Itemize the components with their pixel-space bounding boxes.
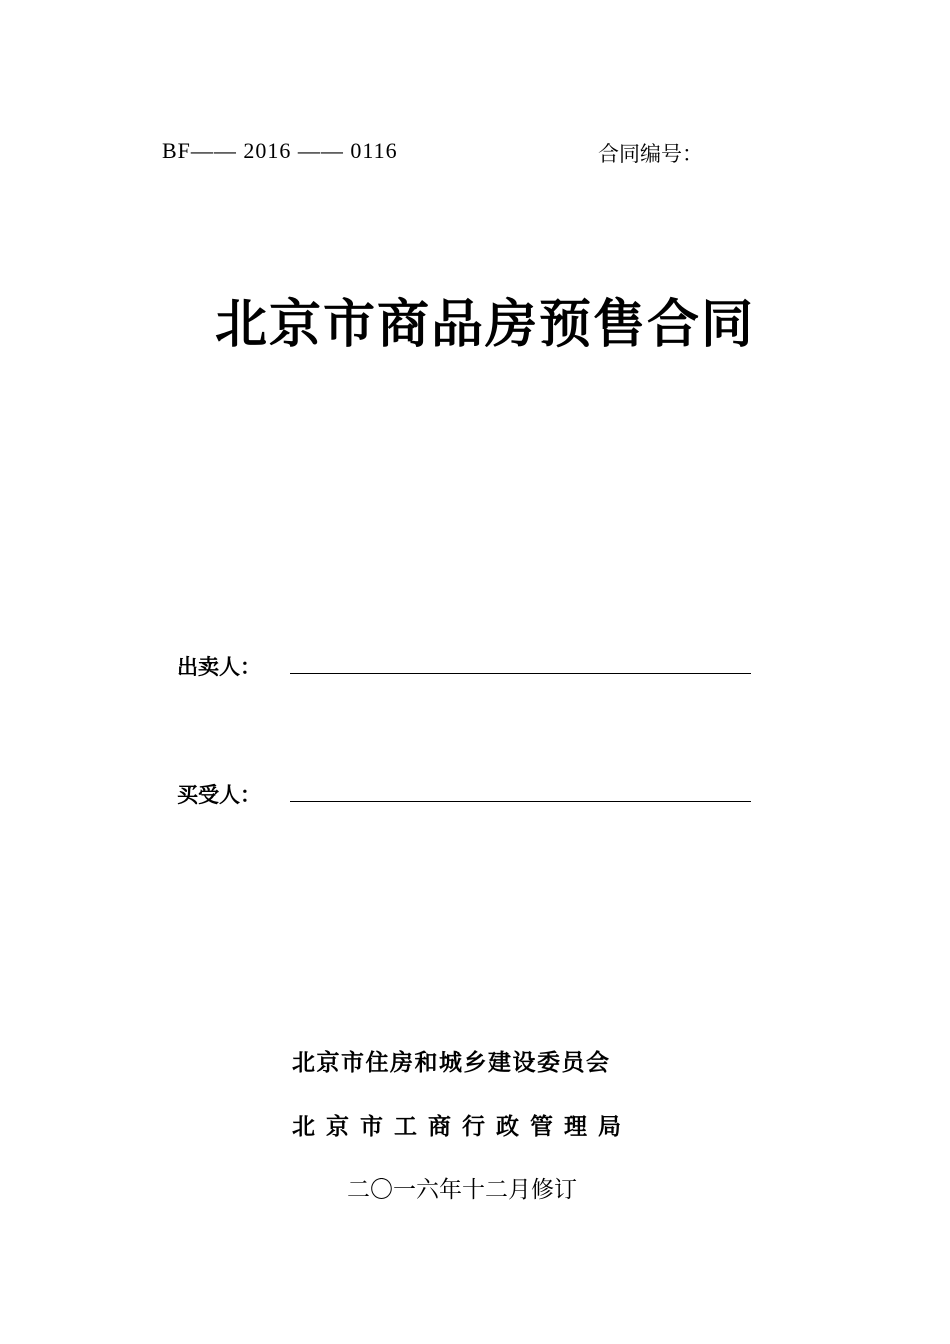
issuer-industry-commerce-bureau: 北京市工商行政管理局 [292,1114,632,1140]
form-code: BF—— 2016 —— 0116 [162,138,398,163]
document-title: 北京市商品房预售合同 [214,295,755,355]
contract-number-label: 合同编号： [598,142,703,166]
seller-label: 出卖人： [177,655,261,679]
buyer-label: 买受人： [177,783,261,807]
buyer-fill-line [290,801,751,802]
issuer-housing-commission: 北京市住房和城乡建设委员会 [292,1050,611,1076]
revision-date: 二〇一六年十二月修订 [347,1177,577,1203]
seller-fill-line [290,673,751,674]
